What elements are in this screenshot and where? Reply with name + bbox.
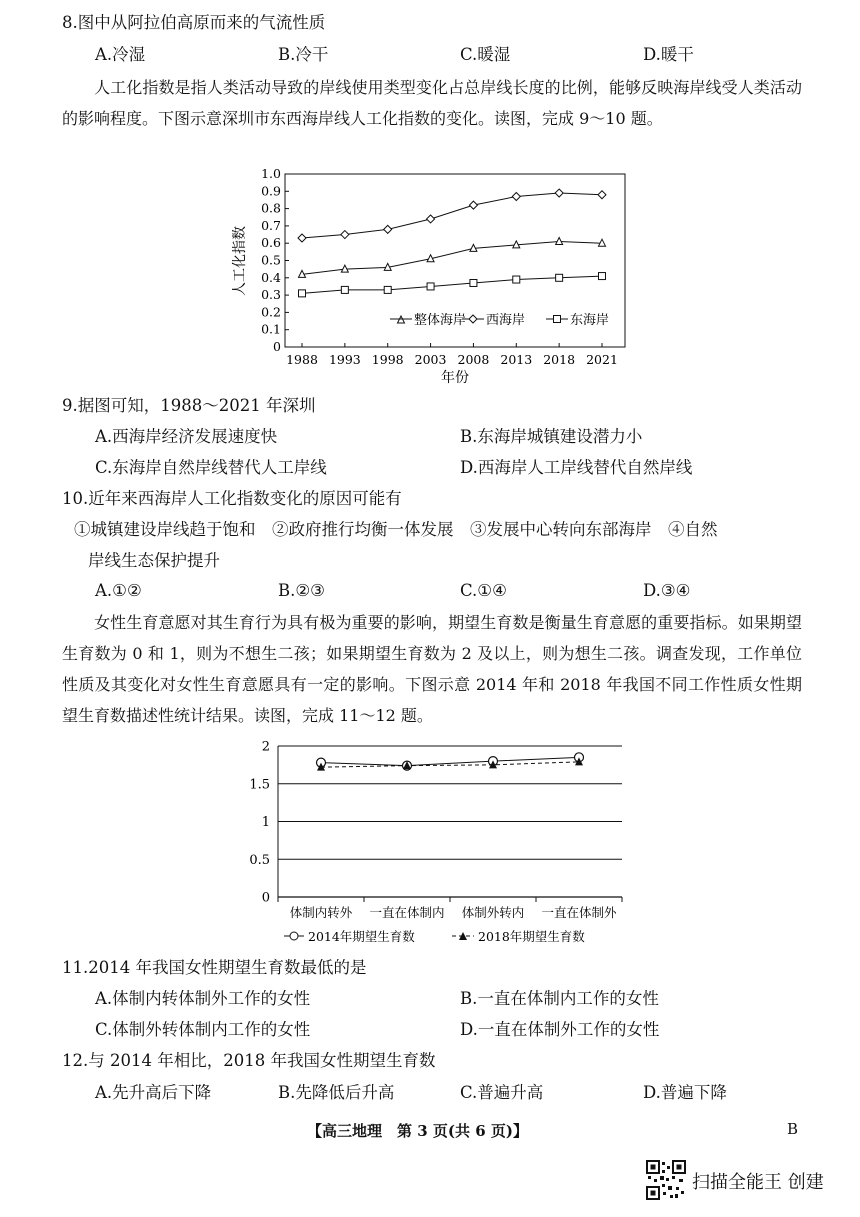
chart1-legend [390,312,609,328]
data-point-diamond [341,231,349,239]
y-tick-label: 0.3 [261,287,281,303]
y-tick-label: 0.2 [261,304,281,320]
y-tick-label: 1.0 [261,166,281,181]
q12-option-d: D.普遍下降 [643,1083,727,1102]
y-tick-label: 0.8 [261,200,281,216]
data-point-square [556,274,563,281]
legend-diamond-icon [469,315,477,323]
q10-option-d: D.③④ [643,581,691,600]
legend-square-icon [554,316,561,323]
q8-option-c: C.暖湿 [460,45,511,64]
y-tick-label: 0.1 [261,321,281,337]
x-tick-label: 一直在体制内 [369,905,445,920]
data-point-diamond [298,234,306,242]
x-tick-label: 2013 [500,352,533,367]
scanner-watermark: 扫描全能王 创建 [692,1172,824,1193]
y-tick-label: 0.9 [261,183,281,199]
q12-option-a: A.先升高后下降 [95,1083,212,1102]
y-tick-label: 0.5 [249,852,270,868]
x-tick-label: 2018 [543,352,576,367]
chart2-y-ticks [249,740,270,906]
y-tick-label: 0 [261,890,270,906]
data-point-square [341,286,348,293]
q10-items-line2: 岸线生态保护提升 [88,551,220,570]
q10-option-b: B.②③ [278,581,325,600]
q8-option-d: D.暖干 [643,45,694,64]
chart1-ylabel: 人工化指数 [232,226,248,296]
paper-version-code: B [787,1120,799,1138]
chart1-xlabel: 年份 [441,370,469,386]
y-tick-label: 1.5 [249,777,270,793]
q11-stem: 11.2014 年我国女性期望生育数最低的是 [62,958,367,977]
y-tick-label: 0 [273,339,281,354]
chart2-x-ticks [278,897,622,920]
q10-stem: 10.近年来西海岸人工化指数变化的原因可能有 [62,489,402,508]
q10-option-c: C.①④ [460,581,507,600]
y-tick-label: 1 [261,815,270,830]
x-tick-label: 体制内转外 [289,905,353,920]
data-point-diamond [512,192,520,200]
page-footer: 【高三地理 第 3 页(共 6 页)】 [307,1122,528,1140]
data-point-diamond [555,189,563,197]
q9-option-d: D.西海岸人工岸线替代自然岸线 [460,458,693,477]
x-tick-label: 2021 [586,352,618,367]
legend-overall: 整体海岸 [414,313,467,328]
intro-paragraph-2: 女性生育意愿对其生育行为具有极为重要的影响，期望生育数是衡量生育意愿的重要指标。如果期望生育数为 0 和 1，则为不想生二孩；如果期望生育数为 2 及以上，则为想生二孩。调查发现，工作单位性质及其变化对女性生育意愿具有一定的影响。下图示意 2014 年和 2018 年我国不同工作性质女性期望生育数描述性统计结果。读图，完成 11～12 题。 [62,613,802,725]
fertility-chart [240,735,640,947]
data-point-square [384,286,391,293]
chart1-series [298,189,606,297]
y-tick-label: 0.7 [261,217,281,233]
legend-2018: 2018年期望生育数 [478,929,585,944]
data-point-triangle [556,237,563,244]
data-point-diamond [469,201,477,209]
q12-option-c: C.普遍升高 [460,1083,544,1102]
data-point-diamond [598,191,606,199]
series-line-1 [321,762,579,767]
q12-stem: 12.与 2014 年相比，2018 年我国女性期望生育数 [62,1051,436,1070]
x-tick-label: 1988 [286,352,318,367]
q9-option-b: B.东海岸城镇建设潜力小 [460,427,643,446]
x-tick-label: 1993 [328,352,361,367]
x-tick-label: 体制外转内 [461,905,525,920]
data-point-diamond [384,225,392,233]
chart2-legend [284,929,585,944]
data-point-square [513,276,520,283]
y-tick-label: 0.6 [261,235,281,251]
series-line-0 [321,757,579,765]
q8-option-a: A.冷湿 [95,45,146,64]
q9-stem: 9.据图可知，1988～2021 年深圳 [62,396,316,415]
legend-2014: 2014年期望生育数 [308,929,415,944]
chart2-series [317,753,584,771]
y-tick-label: 0.4 [261,269,281,285]
q9-option-c: C.东海岸自然岸线替代人工岸线 [95,458,327,477]
data-point-square [299,290,306,297]
legend-circle-icon [290,932,298,940]
y-tick-label: 0.5 [261,252,281,268]
q8-stem: 8.图中从阿拉伯高原而来的气流性质 [62,13,326,32]
series-line-1 [302,193,602,238]
q11-option-c: C.体制外转体制内工作的女性 [95,1020,311,1039]
coastline-chart [230,166,630,388]
intro-paragraph-1: 人工化指数是指人类活动导致的岸线使用类型变化占总岸线长度的比例，能够反映海岸线受人类活动的影响程度。下图示意深圳市东西海岸线人工化指数的变化。读图，完成 9～10 题。 [62,78,802,128]
x-tick-label: 2008 [457,352,490,367]
x-tick-label: 一直在体制外 [541,905,617,920]
data-point-square [599,273,606,280]
y-tick-label: 2 [261,739,270,755]
chart2-gridlines [278,746,622,897]
legend-west: 西海岸 [486,313,526,328]
q11-option-a: A.体制内转体制外工作的女性 [95,989,311,1008]
data-point-square [470,279,477,286]
q12-option-b: B.先降低后升高 [278,1083,395,1102]
legend-east: 东海岸 [570,313,610,328]
q10-items-line1: ①城镇建设岸线趋于饱和 ②政府推行均衡一体发展 ③发展中心转向东部海岸 ④自然 [74,520,718,539]
q11-option-b: B.一直在体制内工作的女性 [460,989,659,1008]
q9-option-a: A.西海岸经济发展速度快 [95,427,278,446]
q10-option-a: A.①② [95,581,142,600]
x-tick-label: 2003 [414,352,447,367]
data-point-diamond [427,215,435,223]
x-tick-label: 1998 [371,352,404,367]
q11-option-d: D.一直在体制外工作的女性 [460,1020,660,1039]
qr-code-icon [646,1160,686,1200]
data-point-square [427,283,434,290]
q8-option-b: B.冷干 [278,45,329,64]
